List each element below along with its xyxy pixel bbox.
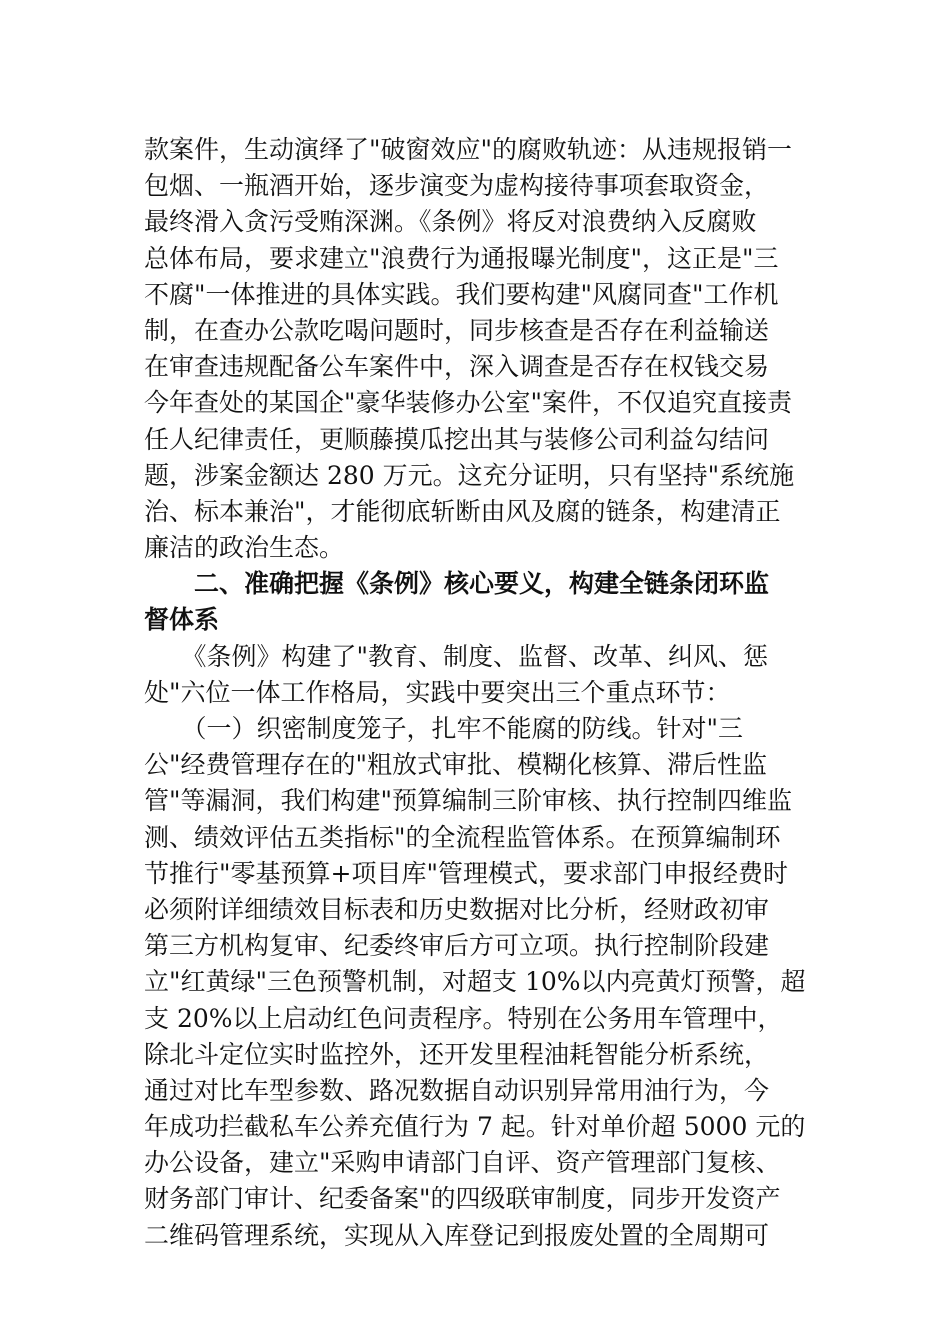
text-line: 节推行"零基预算+项目库"管理模式，要求部门申报经费时 xyxy=(144,858,788,888)
text-line: 支 20%以上启动红色问责程序。特别在公务用车管理中， xyxy=(144,1003,783,1033)
body-text xyxy=(144,132,814,1254)
text-line: 第三方机构复审、纪委终审后方可立项。执行控制阶段建 xyxy=(144,931,770,961)
text-line: 包烟、一瓶酒开始，逐步演变为虚构接待事项套取资金， xyxy=(144,171,770,201)
text-line: 治、标本兼治"，才能彻底斩断由风及腐的链条，构建清正 xyxy=(144,496,781,526)
text-line: 今年查处的某国企"豪华装修办公室"案件，不仅追究直接责 xyxy=(144,388,793,418)
text-line: 《条例》构建了"教育、制度、监督、改革、纠风、惩 xyxy=(144,641,769,671)
text-line: 通过对比车型参数、路况数据自动识别异常用油行为，今 xyxy=(144,1075,770,1105)
text-line: 立"红黄绿"三色预警机制，对超支 10%以内亮黄灯预警，超 xyxy=(144,967,806,997)
text-line: 不腐"一体推进的具体实践。我们要构建"风腐同查"工作机 xyxy=(144,279,779,309)
text-line: 测、绩效评估五类指标"的全流程监管体系。在预算编制环 xyxy=(144,822,781,852)
text-line: 题，涉案金额达 280 万元。这充分证明，只有坚持"系统施 xyxy=(144,460,795,490)
text-line: 在审查违规配备公车案件中，深入调查是否存在权钱交易 xyxy=(144,352,770,382)
text-line: 公"经费管理存在的"粗放式审批、模糊化核算、滞后性监 xyxy=(144,750,768,780)
text-line: 最终滑入贪污受贿深渊。《条例》将反对浪费纳入反腐败 xyxy=(144,207,757,237)
text-line: 款案件，生动演绎了"破窗效应"的腐败轨迹：从违规报销一 xyxy=(144,135,793,164)
text-line: 财务部门审计、纪委备案"的四级联审制度，同步开发资产 xyxy=(144,1184,781,1214)
section-heading-line: 督体系 xyxy=(144,605,220,635)
text-line: 二维码管理系统，实现从入库登记到报废处置的全周期可 xyxy=(144,1220,770,1250)
text-line: 任人纪律责任，更顺藤摸瓜挖出其与装修公司利益勾结问 xyxy=(144,424,770,454)
section-heading-line: 二、准确把握《条例》核心要义，构建全链条闭环监 xyxy=(144,569,770,599)
text-line: 总体布局，要求建立"浪费行为通报曝光制度"，这正是"三 xyxy=(144,243,779,273)
text-line: 制，在查办公款吃喝问题时，同步核查是否存在利益输送 xyxy=(144,315,770,345)
text-line: 管"等漏洞，我们构建"预算编制三阶审核、执行控制四维监 xyxy=(144,786,793,816)
text-line: 年成功拦截私车公养充值行为 7 起。针对单价超 5000 元的 xyxy=(144,1112,806,1142)
text-line: 除北斗定位实时监控外，还开发里程油耗智能分析系统， xyxy=(144,1039,770,1069)
text-line: （一）织密制度笼子，扎牢不能腐的防线。针对"三 xyxy=(144,714,744,743)
text-line: 办公设备，建立"采购申请部门自评、资产管理部门复核、 xyxy=(144,1148,781,1178)
text-line: 廉洁的政治生态。 xyxy=(144,533,345,563)
text-line: 必须附详细绩效目标表和历史数据对比分析，经财政初审 xyxy=(144,894,770,924)
text-line: 处"六位一体工作格局，实践中要突出三个重点环节： xyxy=(144,677,731,707)
